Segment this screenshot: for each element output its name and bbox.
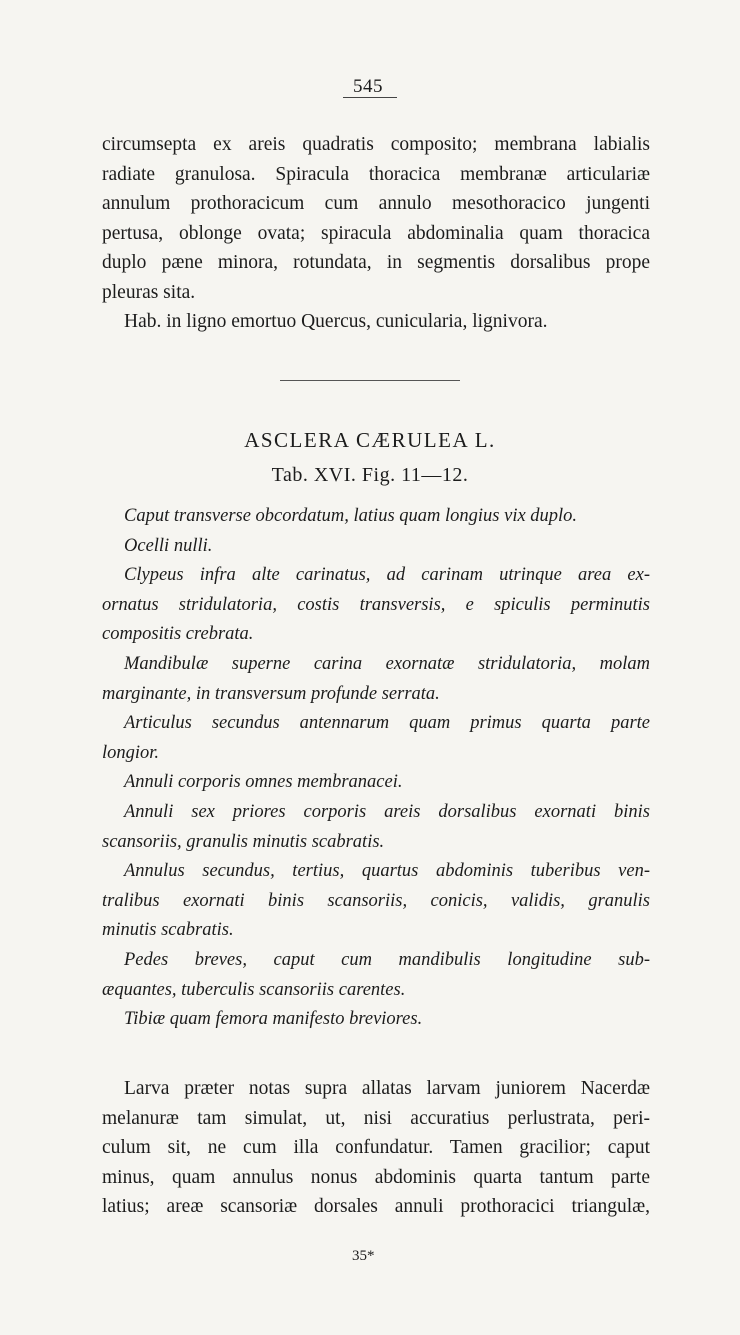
description-line: tralibus exornati binis scansoriis, conicis, validis, granulis <box>102 890 650 911</box>
intro-paragraph <box>102 130 650 337</box>
plate-reference: Tab. XVI. Fig. 11—12. <box>271 464 469 486</box>
species-title: ASCLERA CÆRULEA L. <box>244 428 496 452</box>
description-line: Clypeus infra alte carinatus, ad carinam utrinque area ex- <box>124 565 650 586</box>
description-line: Pedes breves, caput cum mandibulis longitudine sub- <box>124 949 650 970</box>
closing-paragraph <box>102 1074 650 1222</box>
description-line: Annuli sex priores corporis areis dorsalibus exornati binis <box>124 801 650 822</box>
text-line: circumsepta ex areis quadratis composito; membrana labialis <box>102 134 650 155</box>
signature-mark: 35* <box>352 1248 375 1264</box>
description-line: Ocelli nulli. <box>124 535 213 556</box>
description-line: Mandibulæ superne carina exornatæ stridulatoria, molam <box>124 653 650 674</box>
description-line: longior. <box>102 742 160 763</box>
description-line: minutis scabratis. <box>102 920 234 941</box>
description-line: scansoriis, granulis minutis scabratis. <box>102 831 385 852</box>
description-line: Articulus secundus antennarum quam primus quarta parte <box>124 713 650 734</box>
text-line: annulum prothoracicum cum annulo mesothoracico jungenti <box>102 193 650 214</box>
description-line: ornatus stridulatoria, costis transversis, e spiculis perminutis <box>102 594 650 615</box>
text-line: latius; areæ scansoriæ dorsales annuli prothoracici triangulæ, <box>102 1196 650 1217</box>
page-number: 545 <box>0 76 740 98</box>
description-line: Caput transverse obcordatum, latius quam longius vix duplo. <box>124 506 578 526</box>
section-divider <box>280 380 460 381</box>
description-line: marginante, in transversum profunde serrata. <box>102 683 440 704</box>
description-list <box>102 502 650 1035</box>
description-line: æquantes, tuberculis scansoriis carentes. <box>102 979 406 1000</box>
description-line: Annulus secundus, tertius, quartus abdominis tuberibus ven- <box>124 861 650 882</box>
description-line: Tibiæ quam femora manifesto breviores. <box>124 1009 423 1030</box>
text-line: Larva præter notas supra allatas larvam juniorem Nacerdæ <box>124 1078 650 1099</box>
description-line: Annuli corporis omnes membranacei. <box>124 772 403 793</box>
description-line: compositis crebrata. <box>102 624 254 645</box>
text-line: pertusa, oblonge ovata; spiracula abdominalia quam thoracica <box>102 222 650 244</box>
text-line: minus, quam annulus nonus abdominis quarta tantum parte <box>102 1166 650 1188</box>
text-line: duplo pæne minora, rotundata, in segmentis dorsalibus prope <box>102 252 650 273</box>
text-line: pleuras sita. <box>102 281 196 303</box>
habitat-line: Hab. in ligno emortuo Quercus, cunicularia, lignivora. <box>124 311 548 332</box>
text-line: radiate granulosa. Spiracula thoracica membranæ articulariæ <box>102 163 650 185</box>
text-line: culum sit, ne cum illa confundatur. Tamen gracilior; caput <box>102 1137 650 1158</box>
text-line: melanuræ tam simulat, ut, nisi accuratius perlustrata, peri- <box>102 1107 650 1129</box>
